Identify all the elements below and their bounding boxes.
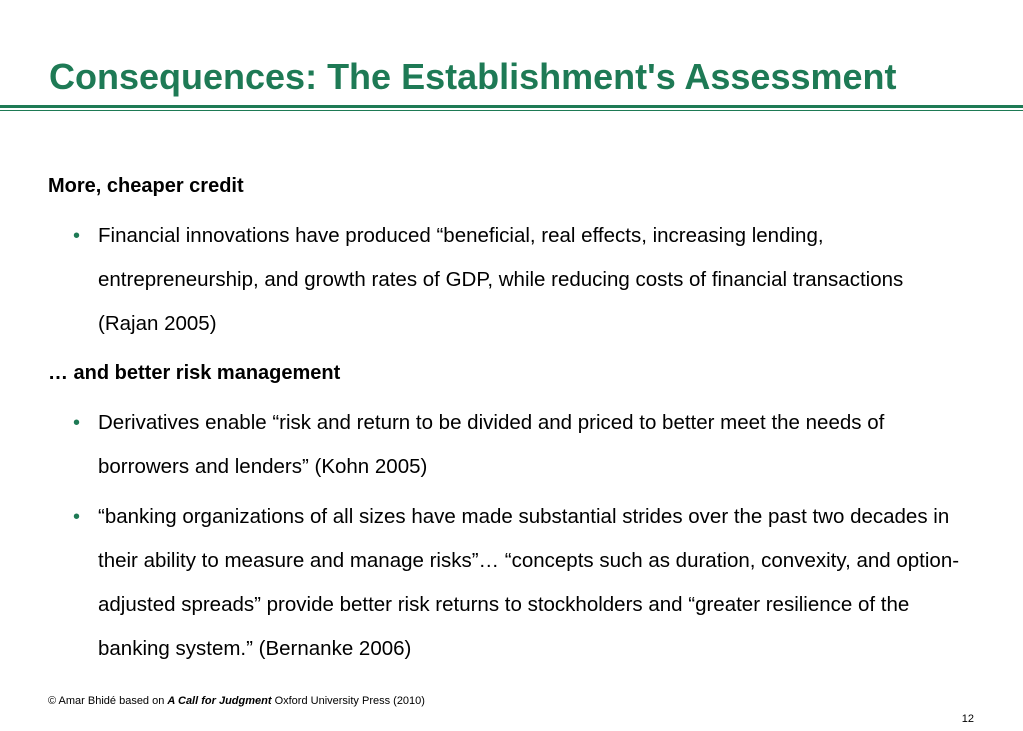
bullet-item (73, 401, 963, 489)
footer-credit (48, 695, 425, 707)
book-title: A Call for Judgment (167, 695, 272, 707)
credit-prefix: © Amar Bhidé based on (48, 695, 168, 707)
bullet-icon: • (73, 506, 81, 528)
bullet-text: “banking organizations of all sizes have made substantial strides over the past two decades in their ability to measure and manage risks”… “concepts such as duration, convexity, and option-adjusted spreads” provide better risk returns to stockholders and “greater resilience of the banking system.” (Bernanke 2006) (98, 505, 960, 660)
section-heading-risk: … and better risk management (48, 362, 341, 384)
bullet-item (73, 214, 963, 346)
title-divider-thin (0, 110, 1023, 111)
bullet-icon: • (73, 225, 81, 247)
bullet-text: Derivatives enable “risk and return to be divided and priced to better meet the needs of borrowers and lenders” (Kohn 2005) (98, 411, 885, 478)
credit-suffix: Oxford University Press (2010) (271, 695, 425, 707)
title-divider (0, 105, 1023, 108)
page-number: 12 (961, 713, 974, 725)
section-heading-credit: More, cheaper credit (48, 175, 244, 197)
bullet-item (73, 495, 963, 671)
slide-title: Consequences: The Establishment's Assessment (49, 56, 897, 97)
bullet-icon: • (73, 412, 81, 434)
bullet-text: Financial innovations have produced “beneficial, real effects, increasing lending, entrepreneurship, and growth rates of GDP, while reducing costs of financial transactions (Rajan 2005) (98, 224, 904, 335)
